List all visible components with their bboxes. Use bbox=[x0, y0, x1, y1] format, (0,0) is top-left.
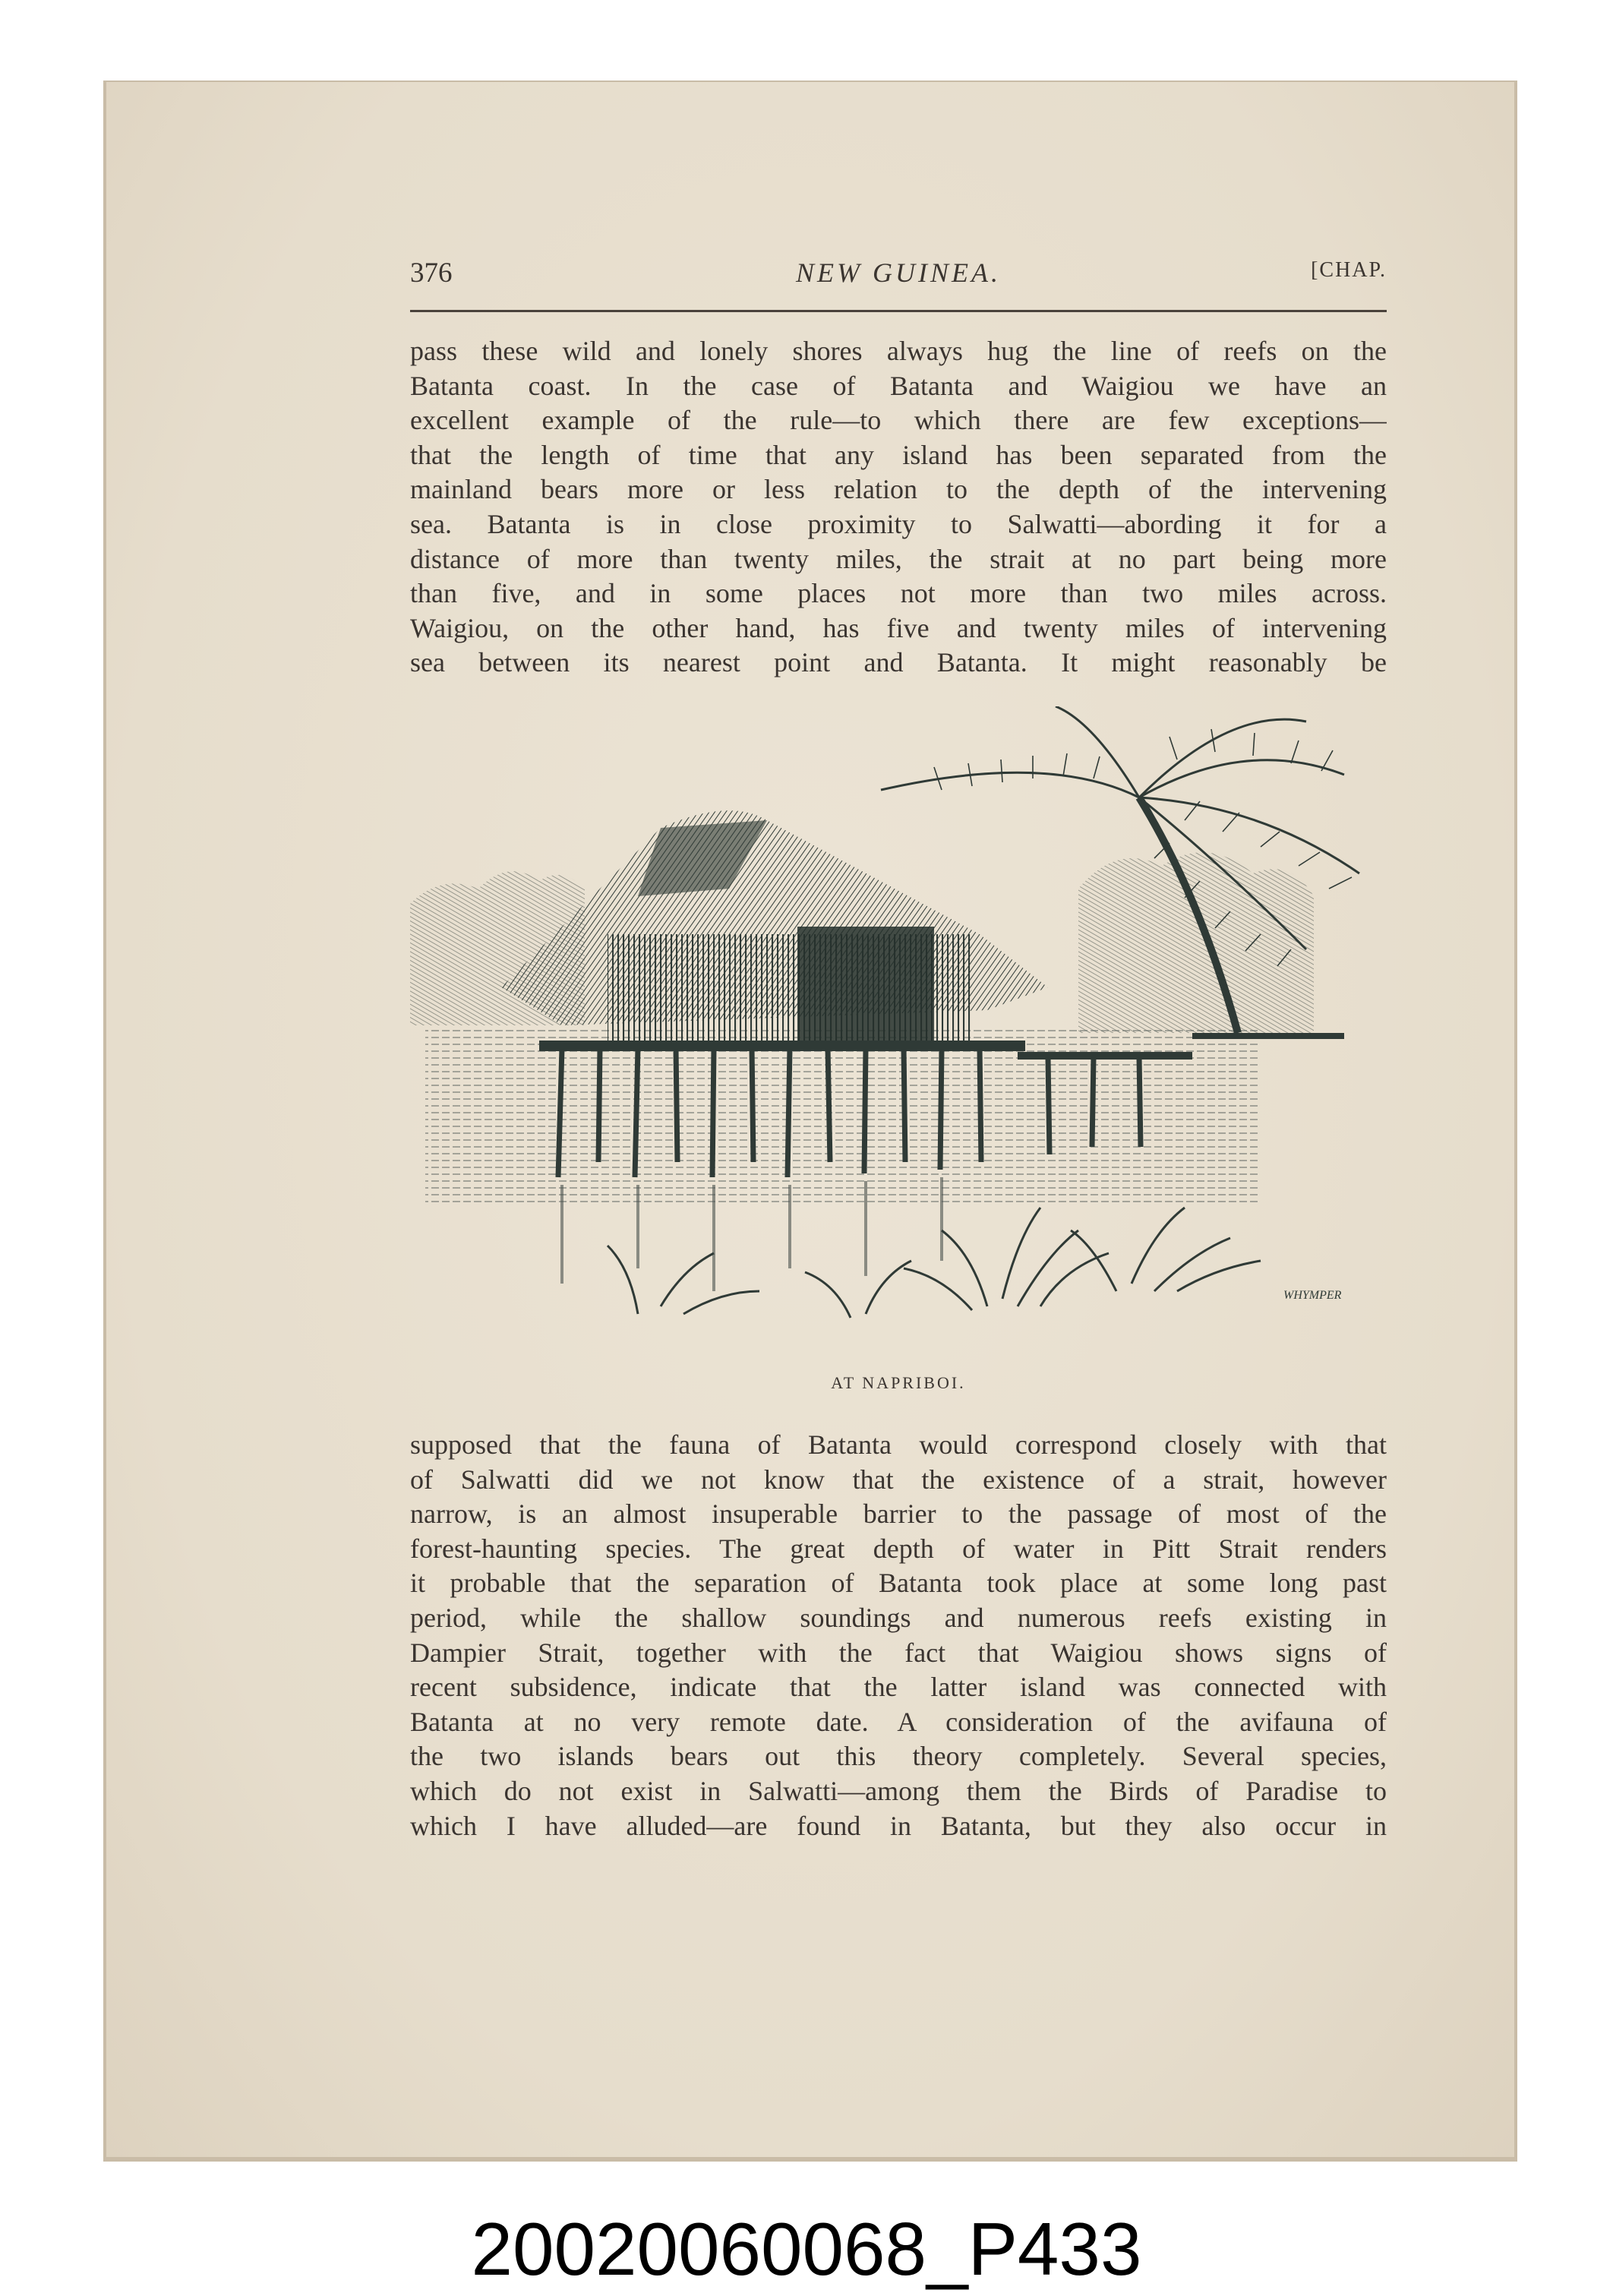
catalog-id: 20020060068_P433 bbox=[471, 2207, 1142, 2291]
text-line: excellent example of the rule—to which there are few exceptions— bbox=[410, 405, 1387, 436]
running-head bbox=[410, 257, 1387, 302]
page-number: 376 bbox=[410, 257, 453, 289]
paragraph-bottom bbox=[410, 1428, 1387, 1843]
text-line: sea. Batanta is in close proximity to Salwatti—abording it for a bbox=[410, 508, 1387, 539]
text-line: Batanta coast. In the case of Batanta and Waigiou we have an bbox=[410, 370, 1387, 401]
engraver-signature: WHYMPER bbox=[1283, 1289, 1342, 1302]
text-line: mainland bears more or less relation to the depth of the intervening bbox=[410, 474, 1387, 505]
engraving-hut-on-stilts bbox=[410, 706, 1387, 1360]
text-line: period, while the shallow soundings and numerous reefs existing in bbox=[410, 1602, 1387, 1633]
text-line: than five, and in some places not more than two miles across. bbox=[410, 578, 1387, 609]
foreground-grass bbox=[608, 1208, 1261, 1318]
text-line: recent subsidence, indicate that the latter island was connected with bbox=[410, 1672, 1387, 1703]
text-line: which do not exist in Salwatti—among them the Birds of Paradise to bbox=[410, 1775, 1387, 1806]
text-line: sea between its nearest point and Batanta. It might reasonably be bbox=[410, 647, 1387, 678]
text-line: pass these wild and lonely shores always hug the line of reefs on the bbox=[410, 336, 1387, 366]
text-line: that the length of time that any island has been separated from the bbox=[410, 439, 1387, 470]
text-line: Batanta at no very remote date. A consideration of the avifauna of bbox=[410, 1706, 1387, 1737]
chapter-marker: [CHAP. bbox=[1311, 258, 1387, 282]
text-line: distance of more than twenty miles, the strait at no part being more bbox=[410, 543, 1387, 574]
text-line: supposed that the fauna of Batanta would correspond closely with that bbox=[410, 1429, 1387, 1460]
header-rule bbox=[410, 310, 1387, 312]
text-line: which I have alluded—are found in Batanta, but they also occur in bbox=[410, 1810, 1387, 1841]
paragraph-top bbox=[410, 334, 1387, 681]
text-line: forest-haunting species. The great depth of water in Pitt Strait renders bbox=[410, 1533, 1387, 1564]
text-line: Dampier Strait, together with the fact that Waigiou shows signs of bbox=[410, 1637, 1387, 1668]
text-line: Waigiou, on the other hand, has five and twenty miles of intervening bbox=[410, 612, 1387, 643]
text-line: it probable that the separation of Batanta took place at some long past bbox=[410, 1568, 1387, 1599]
text-line: the two islands bears out this theory completely. Several species, bbox=[410, 1741, 1387, 1772]
illustration-caption: AT NAPRIBOI. bbox=[831, 1373, 966, 1392]
text-line: narrow, is an almost insuperable barrier to the passage of most of the bbox=[410, 1499, 1387, 1530]
text-line: of Salwatti did we not know that the existence of a strait, however bbox=[410, 1464, 1387, 1495]
book-title: NEW GUINEA. bbox=[796, 257, 1001, 288]
